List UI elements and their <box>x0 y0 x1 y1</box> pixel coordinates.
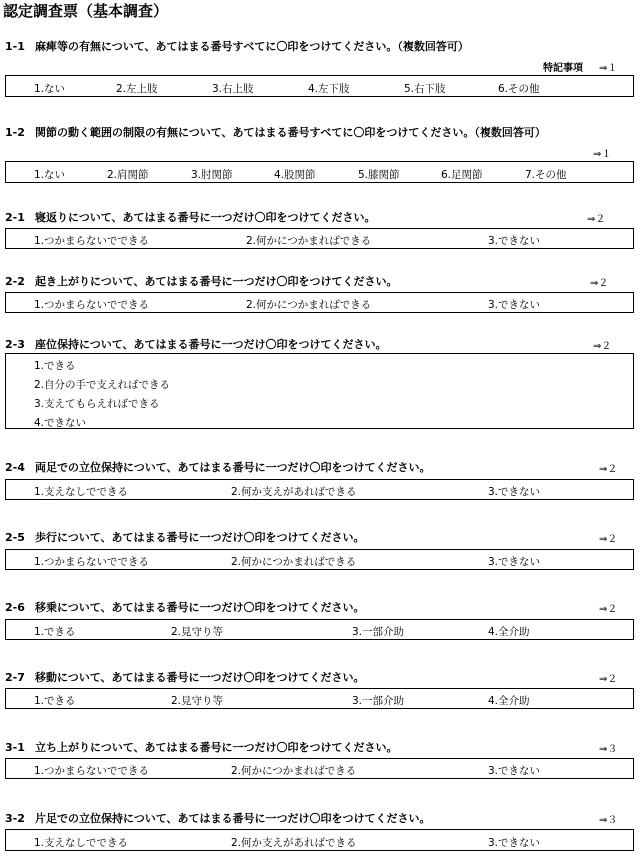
reference-arrow: ⇒２ <box>599 604 618 615</box>
question-2-4 <box>5 459 431 475</box>
question-2-7 <box>5 669 365 685</box>
option-2[interactable]: 2.何かにつかまればできる <box>231 556 357 568</box>
option-3[interactable]: 3.一部介助 <box>352 626 405 638</box>
option-1[interactable]: 1.できる <box>34 695 76 707</box>
question-number: 2-3 <box>5 338 25 351</box>
reference-arrow: ⇒１ <box>599 63 618 74</box>
option-3[interactable]: 3.できない <box>488 299 541 311</box>
question-2-3 <box>5 336 387 352</box>
option-5[interactable]: 5.右下肢 <box>404 83 446 95</box>
options-box-2-7 <box>5 688 634 709</box>
options-box-3-1 <box>5 758 634 779</box>
question-number: 3-1 <box>5 741 25 754</box>
question-number: 2-1 <box>5 211 25 224</box>
question-3-2 <box>5 810 431 826</box>
option-1[interactable]: 1.つかまらないでできる <box>34 235 150 247</box>
special-note-label: 特記事項 <box>543 63 583 74</box>
options-box-3-2 <box>5 829 634 851</box>
option-3[interactable]: 3.支えてもらえればできる <box>34 398 160 410</box>
question-1-1 <box>5 38 469 54</box>
reference-arrow: ⇒２ <box>587 214 606 225</box>
reference-arrow: ⇒２ <box>593 341 612 352</box>
option-1[interactable]: 1.つかまらないでできる <box>34 765 150 777</box>
question-text: 座位保持について、あてはまる番号に一つだけ〇印をつけてください。 <box>35 338 387 351</box>
question-text: 立ち上がりについて、あてはまる番号に一つだけ〇印をつけてください。 <box>35 741 398 754</box>
question-text: 関節の動く範囲の制限の有無について、あてはまる番号すべてに〇印をつけてください。（複数回答可） <box>35 126 546 139</box>
question-number: 2-2 <box>5 275 25 288</box>
question-number: 2-4 <box>5 461 25 474</box>
options-box-2-1 <box>5 228 634 249</box>
question-3-1 <box>5 739 398 755</box>
reference-arrow: ⇒３ <box>599 815 618 826</box>
option-2[interactable]: 2.自分の手で支えればできる <box>34 379 171 391</box>
question-1-2 <box>5 124 546 140</box>
reference-arrow: ⇒２ <box>599 674 618 685</box>
question-number: 2-6 <box>5 601 25 614</box>
option-1[interactable]: 1.ない <box>34 83 66 95</box>
question-2-5 <box>5 529 365 545</box>
options-box-2-3 <box>5 353 634 429</box>
question-number: 2-5 <box>5 531 25 544</box>
reference-arrow: ⇒２ <box>599 534 618 545</box>
option-2[interactable]: 2.見守り等 <box>171 626 224 638</box>
option-3[interactable]: 3.できない <box>488 837 541 849</box>
reference-arrow: ⇒２ <box>599 464 618 475</box>
option-2[interactable]: 2.左上肢 <box>116 83 158 95</box>
question-number: 3-2 <box>5 812 25 825</box>
option-3[interactable]: 3.できない <box>488 235 541 247</box>
question-text: 歩行について、あてはまる番号に一つだけ〇印をつけてください。 <box>35 531 365 544</box>
question-text: 起き上がりについて、あてはまる番号に一つだけ〇印をつけてください。 <box>35 275 398 288</box>
page-title: 認定調査票（基本調査） <box>3 2 169 20</box>
options-box-2-6 <box>5 619 634 640</box>
option-2[interactable]: 2.何か支えがあればできる <box>231 837 357 849</box>
option-2[interactable]: 2.何かにつかまればできる <box>246 299 372 311</box>
options-box-2-2 <box>5 292 634 313</box>
option-1[interactable]: 1.ない <box>34 169 66 181</box>
option-2[interactable]: 2.何かにつかまればできる <box>231 765 357 777</box>
question-number: 1-1 <box>5 40 25 53</box>
option-4[interactable]: 4.できない <box>34 417 87 429</box>
option-1[interactable]: 1.支えなしでできる <box>34 837 129 849</box>
option-5[interactable]: 5.膝関節 <box>358 169 400 181</box>
question-2-1 <box>5 209 376 225</box>
options-box-1-1 <box>5 75 634 97</box>
option-3[interactable]: 3.できない <box>488 486 541 498</box>
option-1[interactable]: 1.つかまらないでできる <box>34 556 150 568</box>
option-1[interactable]: 1.つかまらないでできる <box>34 299 150 311</box>
option-3[interactable]: 3.できない <box>488 556 541 568</box>
option-1[interactable]: 1.できる <box>34 626 76 638</box>
options-box-2-5 <box>5 549 634 570</box>
option-6[interactable]: 6.その他 <box>498 83 540 95</box>
option-6[interactable]: 6.足関節 <box>441 169 483 181</box>
option-2[interactable]: 2.何かにつかまればできる <box>246 235 372 247</box>
question-text: 両足での立位保持について、あてはまる番号に一つだけ〇印をつけてください。 <box>35 461 431 474</box>
reference-arrow: ⇒１ <box>593 149 612 160</box>
question-2-6 <box>5 599 365 615</box>
question-number: 2-7 <box>5 671 25 684</box>
options-box-2-4 <box>5 479 634 500</box>
question-text: 寝返りについて、あてはまる番号に一つだけ〇印をつけてください。 <box>35 211 376 224</box>
option-4[interactable]: 4.股関節 <box>274 169 316 181</box>
option-1[interactable]: 1.できる <box>34 360 76 372</box>
question-text: 移動について、あてはまる番号に一つだけ〇印をつけてください。 <box>35 671 365 684</box>
option-3[interactable]: 3.できない <box>488 765 541 777</box>
reference-arrow: ⇒３ <box>599 744 618 755</box>
question-text: 移乗について、あてはまる番号に一つだけ〇印をつけてください。 <box>35 601 365 614</box>
reference-arrow: ⇒２ <box>590 278 609 289</box>
option-1[interactable]: 1.支えなしでできる <box>34 486 129 498</box>
option-4[interactable]: 4.全介助 <box>488 695 530 707</box>
option-2[interactable]: 2.見守り等 <box>171 695 224 707</box>
options-box-1-2 <box>5 161 634 183</box>
option-3[interactable]: 3.一部介助 <box>352 695 405 707</box>
question-text: 麻痺等の有無について、あてはまる番号すべてに〇印をつけてください。（複数回答可） <box>35 40 469 53</box>
question-number: 1-2 <box>5 126 25 139</box>
option-4[interactable]: 4.全介助 <box>488 626 530 638</box>
option-3[interactable]: 3.肘関節 <box>191 169 233 181</box>
option-2[interactable]: 2.何か支えがあればできる <box>231 486 357 498</box>
option-2[interactable]: 2.肩関節 <box>107 169 149 181</box>
question-text: 片足での立位保持について、あてはまる番号に一つだけ〇印をつけてください。 <box>35 812 431 825</box>
option-4[interactable]: 4.左下肢 <box>308 83 350 95</box>
option-7[interactable]: 7.その他 <box>525 169 567 181</box>
question-2-2 <box>5 273 398 289</box>
option-3[interactable]: 3.右上肢 <box>212 83 254 95</box>
